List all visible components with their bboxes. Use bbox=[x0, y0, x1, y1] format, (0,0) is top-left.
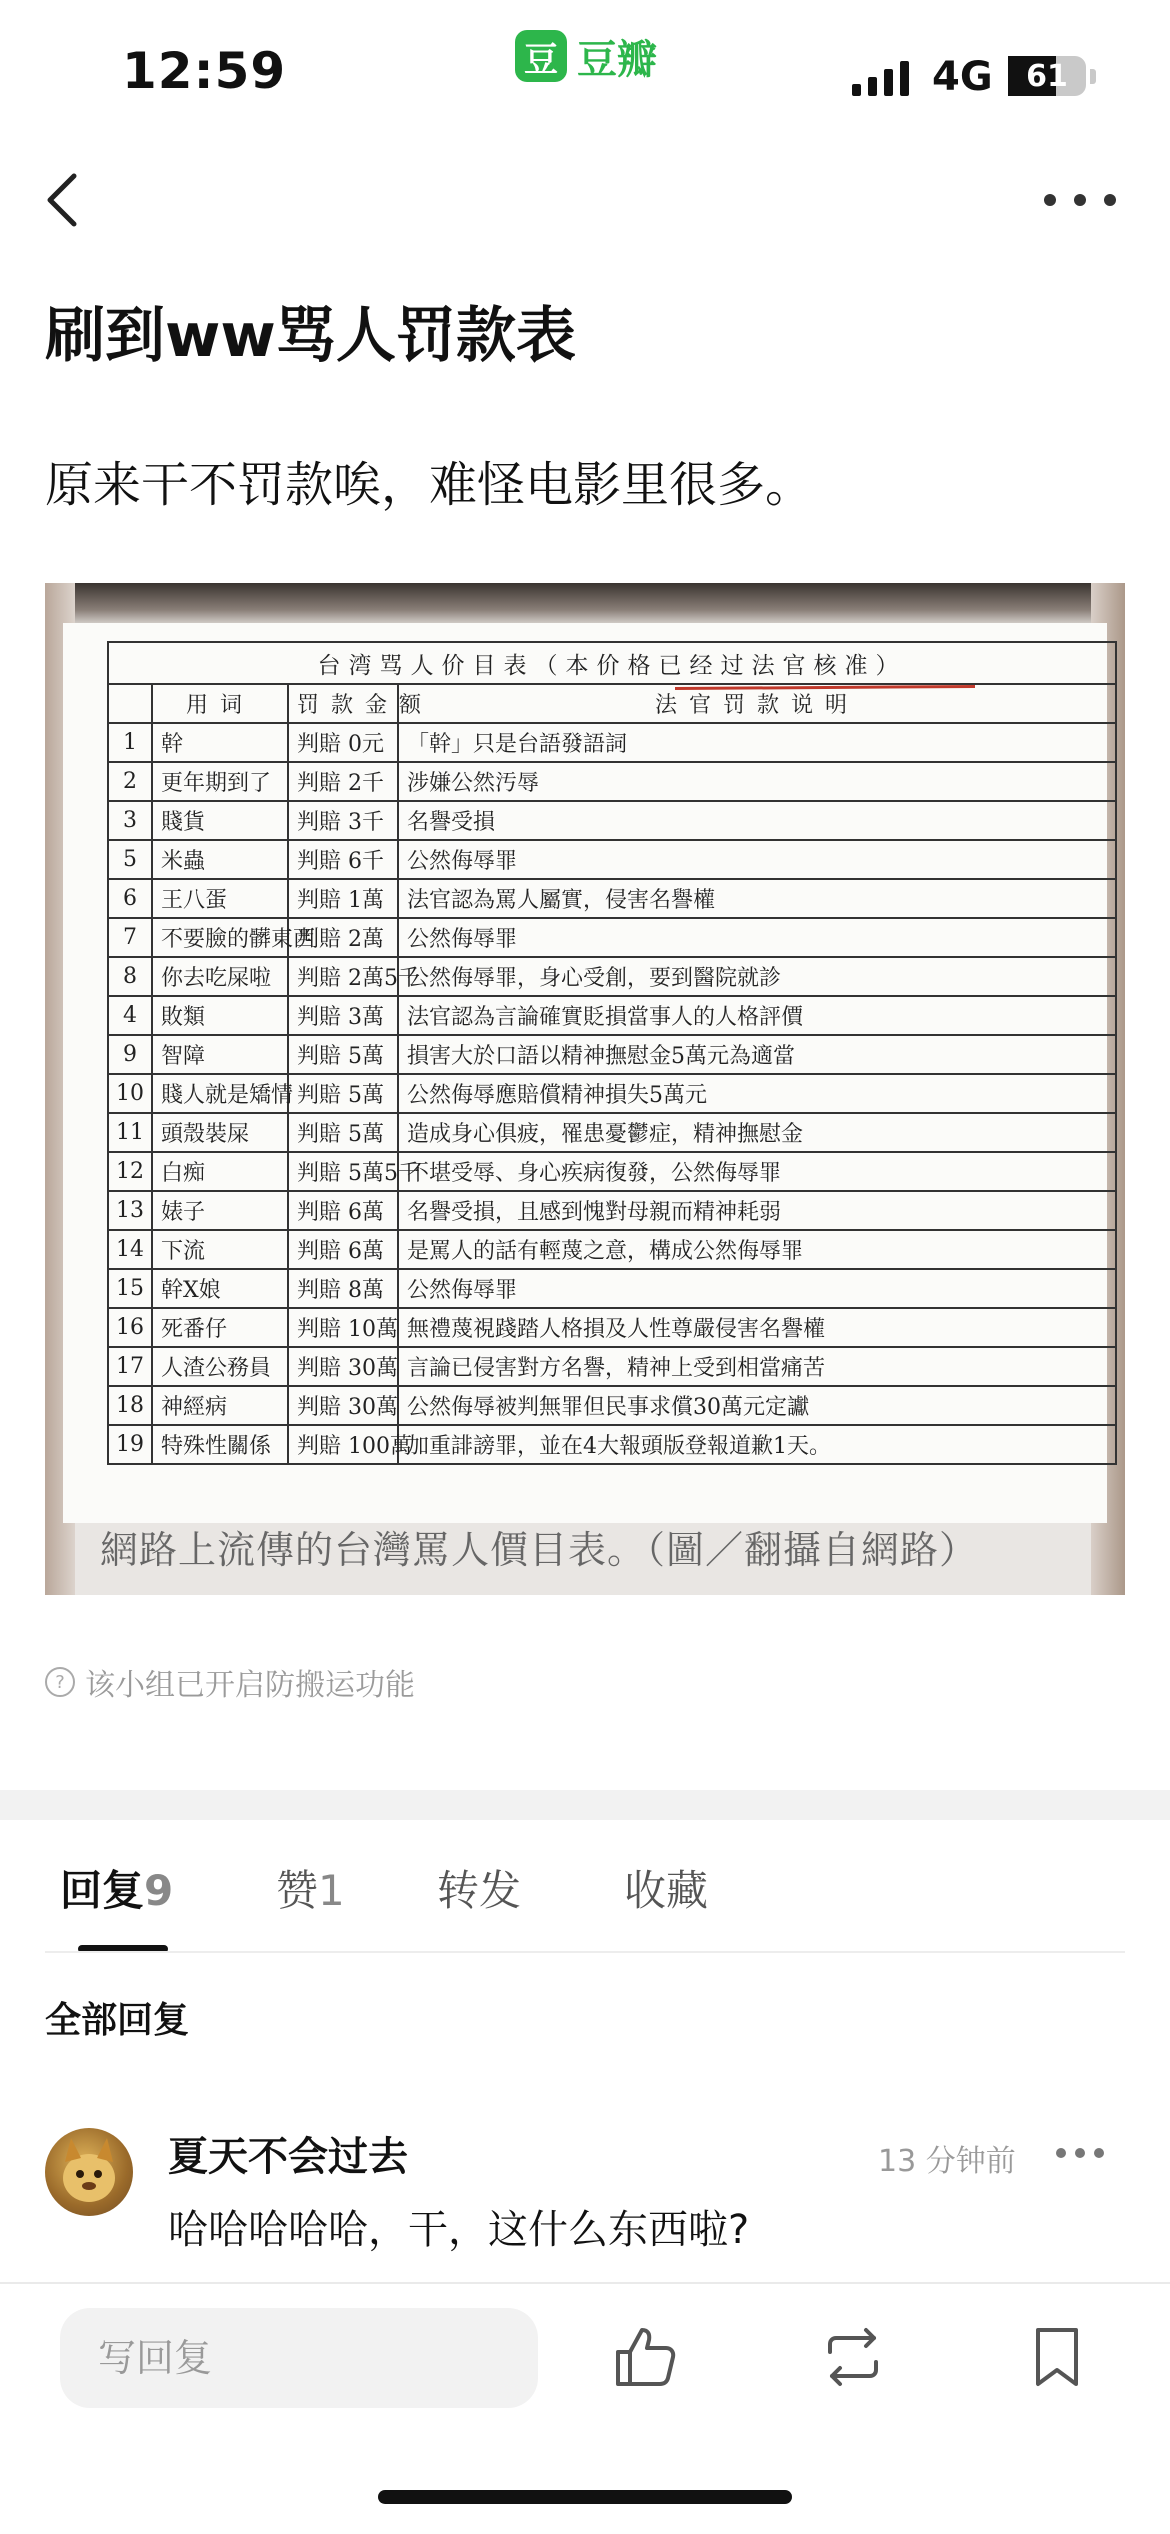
question-circle-icon: ? bbox=[45, 1667, 75, 1697]
row-word: 敗類 bbox=[152, 996, 288, 1035]
row-explanation: 公然侮辱應賠償精神損失5萬元 bbox=[398, 1074, 1116, 1113]
row-number: 16 bbox=[108, 1308, 152, 1347]
row-number: 11 bbox=[108, 1113, 152, 1152]
row-number: 9 bbox=[108, 1035, 152, 1074]
dot-icon bbox=[1044, 194, 1056, 206]
app-name: 豆瓣 bbox=[577, 36, 657, 83]
row-number: 19 bbox=[108, 1425, 152, 1464]
table-row bbox=[108, 1191, 1116, 1230]
row-explanation: 公然侮辱罪 bbox=[398, 1269, 1116, 1308]
table-row bbox=[108, 1347, 1116, 1386]
row-number: 3 bbox=[108, 801, 152, 840]
row-amount: 判賠 30萬 bbox=[288, 1347, 398, 1386]
row-word: 不要臉的髒東西 bbox=[152, 918, 288, 957]
table-row bbox=[108, 723, 1116, 762]
like-icon bbox=[610, 2322, 680, 2392]
tab-reposts[interactable] bbox=[437, 1858, 521, 1918]
tab-replies[interactable] bbox=[60, 1858, 173, 1918]
row-amount: 判賠 5萬 bbox=[288, 1113, 398, 1152]
row-word: 你去吃屎啦 bbox=[152, 957, 288, 996]
row-amount: 判賠 8萬 bbox=[288, 1269, 398, 1308]
dot-icon bbox=[1094, 2148, 1104, 2158]
row-number: 10 bbox=[108, 1074, 152, 1113]
row-number: 4 bbox=[108, 996, 152, 1035]
row-number: 5 bbox=[108, 840, 152, 879]
table-row bbox=[108, 1386, 1116, 1425]
bookmark-icon bbox=[1022, 2322, 1092, 2392]
row-explanation: 是罵人的話有輕蔑之意，構成公然侮辱罪 bbox=[398, 1230, 1116, 1269]
more-options-button[interactable] bbox=[1044, 180, 1116, 220]
chevron-left-icon bbox=[40, 168, 100, 232]
status-bar bbox=[0, 0, 1170, 150]
row-word: 婊子 bbox=[152, 1191, 288, 1230]
dot-icon bbox=[1104, 194, 1116, 206]
row-number: 6 bbox=[108, 879, 152, 918]
notice-text: 该小组已开启防搬运功能 bbox=[85, 1668, 415, 1703]
table-row bbox=[108, 1425, 1116, 1464]
battery-icon bbox=[1008, 56, 1086, 96]
reply-input[interactable] bbox=[60, 2308, 538, 2408]
row-amount: 判賠 100萬 bbox=[288, 1425, 398, 1464]
row-explanation: 法官認為言論確實貶損當事人的人格評價 bbox=[398, 996, 1116, 1035]
row-amount: 判賠 6萬 bbox=[288, 1230, 398, 1269]
post-image[interactable] bbox=[45, 583, 1125, 1595]
row-explanation: 涉嫌公然汚辱 bbox=[398, 762, 1116, 801]
table-title: 台湾骂人价目表（本价格已经过法官核准） bbox=[108, 642, 1116, 684]
table-row bbox=[108, 996, 1116, 1035]
row-number: 14 bbox=[108, 1230, 152, 1269]
row-amount: 判賠 2千 bbox=[288, 762, 398, 801]
row-word: 更年期到了 bbox=[152, 762, 288, 801]
table-row bbox=[108, 1035, 1116, 1074]
avatar[interactable] bbox=[45, 2128, 133, 2216]
row-explanation: 名譽受損，且感到愧對母親而精神耗弱 bbox=[398, 1191, 1116, 1230]
home-indicator bbox=[378, 2490, 792, 2504]
row-word: 米蟲 bbox=[152, 840, 288, 879]
row-word: 人渣公務員 bbox=[152, 1347, 288, 1386]
section-divider bbox=[0, 1790, 1170, 1820]
table-row bbox=[108, 1152, 1116, 1191]
reply-item bbox=[0, 2120, 1170, 2270]
tab-collections[interactable] bbox=[624, 1858, 708, 1918]
tab-label: 收藏 bbox=[624, 1866, 709, 1915]
row-amount: 判賠 1萬 bbox=[288, 879, 398, 918]
all-replies-title: 全部回复 bbox=[45, 2000, 190, 2041]
photo-edge bbox=[45, 583, 1125, 628]
repost-button[interactable] bbox=[818, 2322, 888, 2392]
row-explanation: 不堪受辱、身心疾病復發，公然侮辱罪 bbox=[398, 1152, 1116, 1191]
row-amount: 判賠 3千 bbox=[288, 801, 398, 840]
dot-icon bbox=[1075, 2148, 1085, 2158]
row-word: 賤人就是矯情 bbox=[152, 1074, 288, 1113]
post-body: 原来干不罚款唉，难怪电影里很多。 bbox=[45, 457, 814, 513]
row-amount: 判賠 2萬5千 bbox=[288, 957, 398, 996]
row-explanation: 損害大於口語以精神撫慰金5萬元為適當 bbox=[398, 1035, 1116, 1074]
row-explanation: 造成身心俱疲，罹患憂鬱症，精神撫慰金 bbox=[398, 1113, 1116, 1152]
post-title: 刷到ww骂人罚款表 bbox=[45, 301, 576, 371]
row-number: 8 bbox=[108, 957, 152, 996]
row-amount: 判賠 5萬 bbox=[288, 1074, 398, 1113]
table-row bbox=[108, 1269, 1116, 1308]
row-word: 特殊性關係 bbox=[152, 1425, 288, 1464]
header-amount: 罚款金额 bbox=[288, 684, 398, 723]
row-amount: 判賠 5萬5千 bbox=[288, 1152, 398, 1191]
table-row bbox=[108, 957, 1116, 996]
table-row bbox=[108, 840, 1116, 879]
row-explanation: 名譽受損 bbox=[398, 801, 1116, 840]
dot-icon bbox=[1056, 2148, 1066, 2158]
dot-icon bbox=[1074, 194, 1086, 206]
row-word: 下流 bbox=[152, 1230, 288, 1269]
row-number: 17 bbox=[108, 1347, 152, 1386]
row-word: 白痴 bbox=[152, 1152, 288, 1191]
network-type: 4G bbox=[932, 54, 993, 100]
row-word: 王八蛋 bbox=[152, 879, 288, 918]
tabs-divider bbox=[45, 1951, 1125, 1953]
table-row bbox=[108, 879, 1116, 918]
tab-label: 回复 bbox=[60, 1866, 145, 1915]
status-time: 12:59 bbox=[122, 42, 287, 100]
row-explanation: 公然侮辱罪，身心受創，要到醫院就診 bbox=[398, 957, 1116, 996]
row-word: 賤貨 bbox=[152, 801, 288, 840]
like-button[interactable] bbox=[610, 2322, 680, 2392]
row-amount: 判賠 5萬 bbox=[288, 1035, 398, 1074]
row-number: 15 bbox=[108, 1269, 152, 1308]
row-word: 神經病 bbox=[152, 1386, 288, 1425]
nav-bar bbox=[0, 150, 1170, 250]
table-row bbox=[108, 918, 1116, 957]
tab-count: 9 bbox=[144, 1866, 174, 1915]
tab-likes[interactable] bbox=[276, 1858, 345, 1918]
row-amount: 判賠 3萬 bbox=[288, 996, 398, 1035]
row-explanation: 公然侮辱被判無罪但民事求償30萬元定讞 bbox=[398, 1386, 1116, 1425]
row-explanation: 公然侮辱罪 bbox=[398, 918, 1116, 957]
interaction-tabs bbox=[0, 1820, 1170, 1950]
image-caption: 網路上流傳的台灣罵人價目表。（圖／翻攝自網路） bbox=[100, 1528, 979, 1572]
anti-repost-notice bbox=[45, 1660, 415, 1704]
row-amount: 判賠 30萬 bbox=[288, 1386, 398, 1425]
row-word: 幹X娘 bbox=[152, 1269, 288, 1308]
row-amount: 判賠 6萬 bbox=[288, 1191, 398, 1230]
table-row bbox=[108, 762, 1116, 801]
row-number: 7 bbox=[108, 918, 152, 957]
row-number: 1 bbox=[108, 723, 152, 762]
tab-count: 1 bbox=[318, 1866, 345, 1915]
row-amount: 判賠 10萬 bbox=[288, 1308, 398, 1347]
battery-level: 61 bbox=[1026, 58, 1068, 94]
row-number: 18 bbox=[108, 1386, 152, 1425]
row-word: 頭殼裝屎 bbox=[152, 1113, 288, 1152]
row-number: 2 bbox=[108, 762, 152, 801]
table-row bbox=[108, 1230, 1116, 1269]
battery-cap bbox=[1090, 69, 1096, 84]
reply-author[interactable]: 夏天不会过去 bbox=[168, 2134, 408, 2180]
row-word: 死番仔 bbox=[152, 1308, 288, 1347]
row-explanation: 「幹」只是台語發語詞 bbox=[398, 723, 1116, 762]
header-blank bbox=[108, 684, 152, 723]
row-number: 13 bbox=[108, 1191, 152, 1230]
row-amount: 判賠 2萬 bbox=[288, 918, 398, 957]
reply-more-button[interactable] bbox=[1056, 2148, 1104, 2160]
reply-text: 哈哈哈哈哈，干，这什么东西啦? bbox=[168, 2207, 750, 2253]
price-table bbox=[107, 641, 1117, 1465]
back-button[interactable] bbox=[40, 168, 100, 232]
row-explanation: 法官認為罵人屬實，侵害名譽權 bbox=[398, 879, 1116, 918]
signal-icon bbox=[852, 60, 909, 96]
reply-time: 13 分钟前 bbox=[878, 2144, 1016, 2179]
tab-label: 转发 bbox=[437, 1866, 522, 1915]
row-word: 幹 bbox=[152, 723, 288, 762]
row-word: 智障 bbox=[152, 1035, 288, 1074]
row-explanation: 無禮蔑視踐踏人格損及人性尊嚴侵害名譽權 bbox=[398, 1308, 1116, 1347]
row-number: 12 bbox=[108, 1152, 152, 1191]
row-amount: 判賠 6千 bbox=[288, 840, 398, 879]
row-explanation: 言論已侵害對方名譽，精神上受到相當痛苦 bbox=[398, 1347, 1116, 1386]
table-row bbox=[108, 1308, 1116, 1347]
header-explanation: 法官罚款说明 bbox=[398, 684, 1116, 723]
repost-icon bbox=[818, 2322, 888, 2392]
row-explanation: 加重誹謗罪，並在4大報頭版登報道歉1天。 bbox=[398, 1425, 1116, 1464]
row-explanation: 公然侮辱罪 bbox=[398, 840, 1116, 879]
bookmark-button[interactable] bbox=[1022, 2322, 1092, 2392]
table-row bbox=[108, 801, 1116, 840]
avatar-image bbox=[45, 2128, 133, 2216]
douban-logo-icon: 豆 bbox=[515, 30, 567, 82]
app-badge bbox=[515, 28, 657, 84]
row-amount: 判賠 0元 bbox=[288, 723, 398, 762]
table-row bbox=[108, 1113, 1116, 1152]
header-word: 用词 bbox=[152, 684, 288, 723]
table-row bbox=[108, 1074, 1116, 1113]
tab-label: 赞 bbox=[276, 1866, 319, 1915]
